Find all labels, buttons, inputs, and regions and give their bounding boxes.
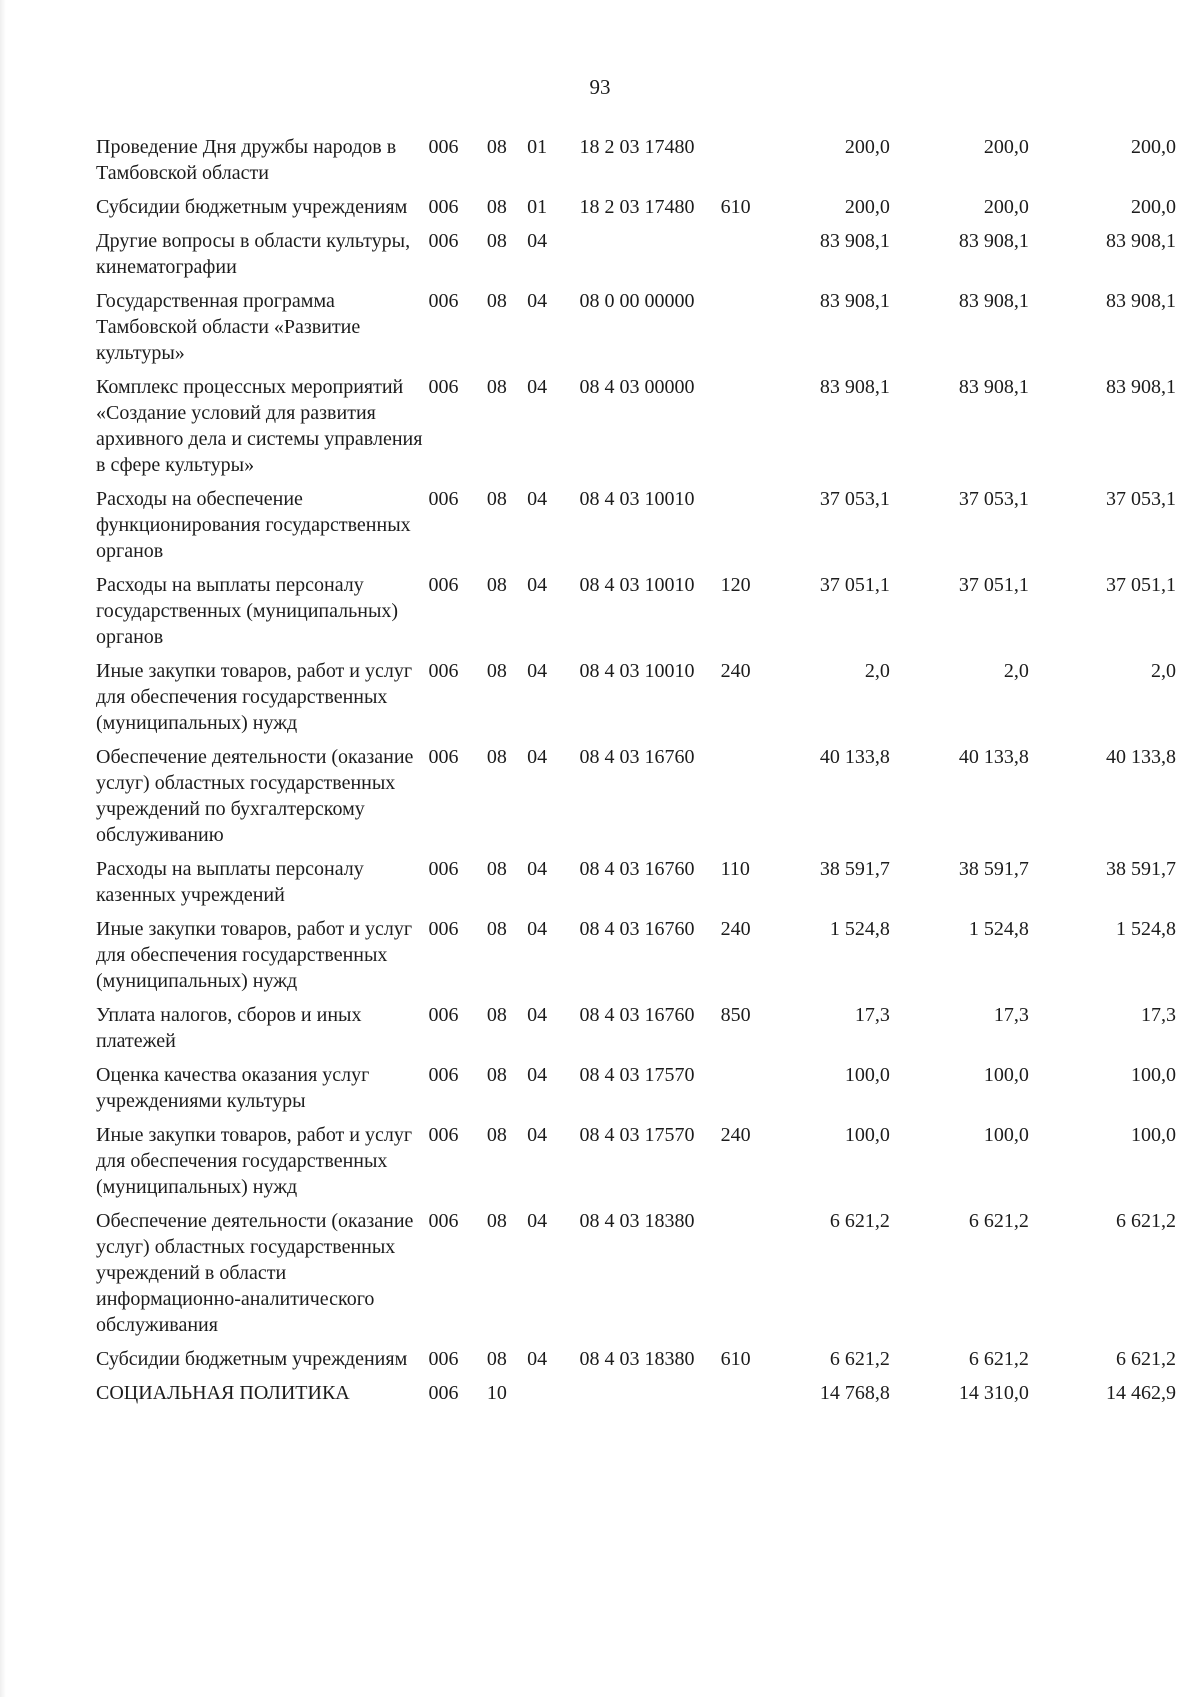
- row-grbs: 006: [428, 230, 459, 252]
- page-number: 93: [589, 75, 611, 99]
- row-subsection: 01: [527, 136, 548, 158]
- row-expense-type: 240: [720, 1124, 751, 1146]
- row-expense-type: [721, 374, 771, 486]
- row-amount-year2: 100,0: [983, 1064, 1029, 1086]
- row-section: 08: [486, 230, 507, 252]
- row-amount-year2: 14 310,0: [958, 1382, 1029, 1404]
- row-name: Проведение Дня дружбы народов в Тамбовской области: [96, 136, 397, 184]
- row-expense-type: [721, 228, 771, 288]
- row-expense-type: [721, 134, 771, 194]
- row-amount-year2: 83 908,1: [958, 230, 1029, 252]
- row-section: 08: [486, 1210, 507, 1232]
- table-row: [96, 658, 1176, 744]
- row-target-article: 18 2 03 17480: [579, 196, 695, 218]
- row-grbs: 006: [428, 1210, 459, 1232]
- row-expense-type: 610: [720, 196, 751, 218]
- row-target-article: [580, 228, 721, 288]
- row-amount-year3: 40 133,8: [1106, 746, 1176, 768]
- row-amount-year2: 40 133,8: [958, 746, 1029, 768]
- row-name: Обеспечение деятельности (оказание услуг) областных государственных учреждений по бухгалтерскому обслуживанию: [96, 746, 414, 846]
- row-subsection: 04: [527, 230, 548, 252]
- row-amount-year1: 37 053,1: [819, 488, 890, 510]
- row-subsection: 04: [527, 858, 548, 880]
- row-section: 08: [486, 746, 507, 768]
- row-subsection: 04: [527, 376, 548, 398]
- row-grbs: 006: [428, 1004, 459, 1026]
- row-target-article: 08 4 03 18380: [579, 1210, 695, 1232]
- row-name: Комплекс процессных мероприятий «Создание условий для развития архивного дела и системы управления в сфере культуры»: [96, 376, 423, 476]
- row-amount-year2: 1 524,8: [968, 918, 1029, 940]
- row-subsection: 04: [527, 1004, 548, 1026]
- row-amount-year1: 200,0: [844, 136, 890, 158]
- row-expense-type: 120: [720, 574, 751, 596]
- row-name: Субсидии бюджетным учреждениям: [96, 196, 408, 218]
- row-amount-year1: 38 591,7: [819, 858, 890, 880]
- row-amount-year3: 83 908,1: [1106, 290, 1176, 312]
- table-row-section-total: [96, 1380, 1176, 1414]
- row-amount-year2: 6 621,2: [968, 1210, 1029, 1232]
- row-amount-year1: 14 768,8: [819, 1382, 890, 1404]
- row-amount-year3: 200,0: [1131, 196, 1176, 218]
- row-name: Расходы на обеспечение функционирования государственных органов: [96, 488, 411, 562]
- row-amount-year2: 2,0: [1003, 660, 1029, 682]
- row-name: Обеспечение деятельности (оказание услуг) областных государственных учреждений в области информационно-аналитического обслуживания: [96, 1210, 414, 1336]
- row-amount-year1: 200,0: [844, 196, 890, 218]
- row-expense-type: 610: [720, 1348, 751, 1370]
- row-subsection: [527, 1380, 579, 1414]
- row-amount-year1: 6 621,2: [829, 1210, 890, 1232]
- row-section: 08: [486, 1064, 507, 1086]
- row-target-article: 08 4 03 16760: [579, 918, 695, 940]
- table-row: [96, 744, 1176, 856]
- row-target-article: 08 4 03 17570: [579, 1124, 695, 1146]
- row-amount-year1: 100,0: [844, 1064, 890, 1086]
- row-amount-year3: 2,0: [1151, 660, 1176, 682]
- table-row: [96, 486, 1176, 572]
- row-subsection: 04: [527, 290, 548, 312]
- row-grbs: 006: [428, 1124, 459, 1146]
- row-expense-type: 240: [720, 660, 751, 682]
- row-amount-year2: 83 908,1: [958, 290, 1029, 312]
- row-grbs: 006: [428, 1382, 459, 1404]
- row-name: Иные закупки товаров, работ и услуг для обеспечения государственных (муниципальных) нужд: [96, 660, 413, 734]
- row-amount-year2: 37 053,1: [958, 488, 1029, 510]
- row-amount-year1: 83 908,1: [819, 376, 890, 398]
- row-amount-year3: 14 462,9: [1106, 1382, 1176, 1404]
- row-target-article: 08 4 03 10010: [579, 574, 695, 596]
- row-amount-year1: 37 051,1: [819, 574, 890, 596]
- row-target-article: 08 4 03 10010: [579, 488, 695, 510]
- row-amount-year2: 200,0: [983, 196, 1029, 218]
- row-section: 08: [486, 488, 507, 510]
- row-amount-year2: 100,0: [983, 1124, 1029, 1146]
- row-grbs: 006: [428, 858, 459, 880]
- row-section: 08: [486, 136, 507, 158]
- row-amount-year3: 100,0: [1131, 1124, 1176, 1146]
- table-row: [96, 1062, 1176, 1122]
- row-target-article: 08 4 03 16760: [579, 858, 695, 880]
- row-target-article: 08 4 03 18380: [579, 1348, 695, 1370]
- row-amount-year3: 17,3: [1141, 1004, 1176, 1026]
- row-subsection: 04: [527, 1210, 548, 1232]
- row-amount-year2: 83 908,1: [958, 376, 1029, 398]
- row-subsection: 04: [527, 488, 548, 510]
- row-expense-type: 850: [720, 1004, 751, 1026]
- row-expense-type: [721, 1380, 771, 1414]
- table-row: [96, 1122, 1176, 1208]
- row-expense-type: [721, 1062, 771, 1122]
- row-name: Субсидии бюджетным учреждениям: [96, 1348, 408, 1370]
- row-grbs: 006: [428, 376, 459, 398]
- row-amount-year1: 83 908,1: [819, 230, 890, 252]
- row-amount-year2: 6 621,2: [968, 1348, 1029, 1370]
- row-section: 08: [486, 1348, 507, 1370]
- row-grbs: 006: [428, 746, 459, 768]
- row-section: 08: [486, 290, 507, 312]
- row-amount-year3: 6 621,2: [1116, 1348, 1176, 1370]
- row-target-article: 08 4 03 10010: [579, 660, 695, 682]
- row-section: 10: [486, 1382, 507, 1404]
- row-expense-type: [721, 744, 771, 856]
- row-target-article: 08 4 03 16760: [579, 1004, 695, 1026]
- row-expense-type: 110: [720, 858, 750, 880]
- row-amount-year3: 37 051,1: [1106, 574, 1176, 596]
- row-subsection: 04: [527, 660, 548, 682]
- table-row: [96, 856, 1176, 916]
- row-subsection: 04: [527, 574, 548, 596]
- row-target-article: 08 4 03 16760: [579, 746, 695, 768]
- row-grbs: 006: [428, 1064, 459, 1086]
- row-amount-year1: 83 908,1: [819, 290, 890, 312]
- row-grbs: 006: [428, 574, 459, 596]
- row-target-article: 08 0 00 00000: [579, 290, 695, 312]
- row-subsection: 04: [527, 1348, 548, 1370]
- scan-edge-shadow: [0, 0, 6, 1697]
- row-grbs: 006: [428, 1348, 459, 1370]
- row-name: Уплата налогов, сборов и иных платежей: [96, 1004, 362, 1052]
- row-amount-year1: 2,0: [864, 660, 890, 682]
- row-section: 08: [486, 376, 507, 398]
- row-amount-year1: 1 524,8: [829, 918, 890, 940]
- row-section: 08: [486, 1124, 507, 1146]
- row-grbs: 006: [428, 918, 459, 940]
- row-section: 08: [486, 660, 507, 682]
- row-section: 08: [486, 858, 507, 880]
- row-name: Расходы на выплаты персоналу казенных учреждений: [96, 858, 364, 906]
- table-row: [96, 374, 1176, 486]
- row-name: Государственная программа Тамбовской области «Развитие культуры»: [96, 290, 361, 364]
- table-row: [96, 1002, 1176, 1062]
- row-name: Другие вопросы в области культуры, кинематографии: [96, 230, 411, 278]
- row-grbs: 006: [428, 488, 459, 510]
- row-section: 08: [486, 196, 507, 218]
- row-section: 08: [486, 918, 507, 940]
- table-row: [96, 916, 1176, 1002]
- table-row: [96, 1208, 1176, 1346]
- row-name: Иные закупки товаров, работ и услуг для обеспечения государственных (муниципальных) нужд: [96, 1124, 413, 1198]
- row-grbs: 006: [428, 136, 459, 158]
- row-amount-year2: 200,0: [983, 136, 1029, 158]
- table-row: [96, 288, 1176, 374]
- row-amount-year1: 6 621,2: [829, 1348, 890, 1370]
- row-amount-year3: 38 591,7: [1106, 858, 1176, 880]
- row-amount-year3: 37 053,1: [1106, 488, 1176, 510]
- row-grbs: 006: [428, 660, 459, 682]
- row-name: Оценка качества оказания услуг учреждениями культуры: [96, 1064, 370, 1112]
- row-amount-year1: 100,0: [844, 1124, 890, 1146]
- table-row: [96, 194, 1176, 228]
- row-amount-year3: 83 908,1: [1106, 230, 1176, 252]
- row-expense-type: [721, 288, 771, 374]
- row-target-article: 08 4 03 00000: [579, 376, 695, 398]
- row-amount-year2: 37 051,1: [958, 574, 1029, 596]
- budget-table-body: [96, 134, 1176, 1414]
- row-amount-year2: 17,3: [993, 1004, 1029, 1026]
- row-subsection: 04: [527, 1124, 548, 1146]
- row-subsection: 04: [527, 918, 548, 940]
- row-target-article: [580, 1380, 721, 1414]
- row-grbs: 006: [428, 196, 459, 218]
- row-name: Расходы на выплаты персоналу государственных (муниципальных) органов: [96, 574, 399, 648]
- row-expense-type: 240: [720, 918, 751, 940]
- row-target-article: 18 2 03 17480: [579, 136, 695, 158]
- row-subsection: 04: [527, 1064, 548, 1086]
- row-expense-type: [721, 1208, 771, 1346]
- row-name: Иные закупки товаров, работ и услуг для обеспечения государственных (муниципальных) нужд: [96, 918, 413, 992]
- row-amount-year3: 83 908,1: [1106, 376, 1176, 398]
- table-row: [96, 228, 1176, 288]
- row-subsection: 01: [527, 196, 548, 218]
- row-amount-year1: 17,3: [854, 1004, 890, 1026]
- row-subsection: 04: [527, 746, 548, 768]
- row-amount-year2: 38 591,7: [958, 858, 1029, 880]
- table-row: [96, 134, 1176, 194]
- row-amount-year3: 6 621,2: [1116, 1210, 1176, 1232]
- budget-table: [96, 134, 1176, 1414]
- row-amount-year3: 1 524,8: [1116, 918, 1176, 940]
- table-row: [96, 572, 1176, 658]
- row-section: 08: [486, 1004, 507, 1026]
- row-target-article: 08 4 03 17570: [579, 1064, 695, 1086]
- row-section: 08: [486, 574, 507, 596]
- row-amount-year3: 200,0: [1131, 136, 1176, 158]
- row-name: СОЦИАЛЬНАЯ ПОЛИТИКА: [96, 1382, 350, 1404]
- table-row: [96, 1346, 1176, 1380]
- row-amount-year3: 100,0: [1131, 1064, 1176, 1086]
- row-grbs: 006: [428, 290, 459, 312]
- row-expense-type: [721, 486, 771, 572]
- row-amount-year1: 40 133,8: [819, 746, 890, 768]
